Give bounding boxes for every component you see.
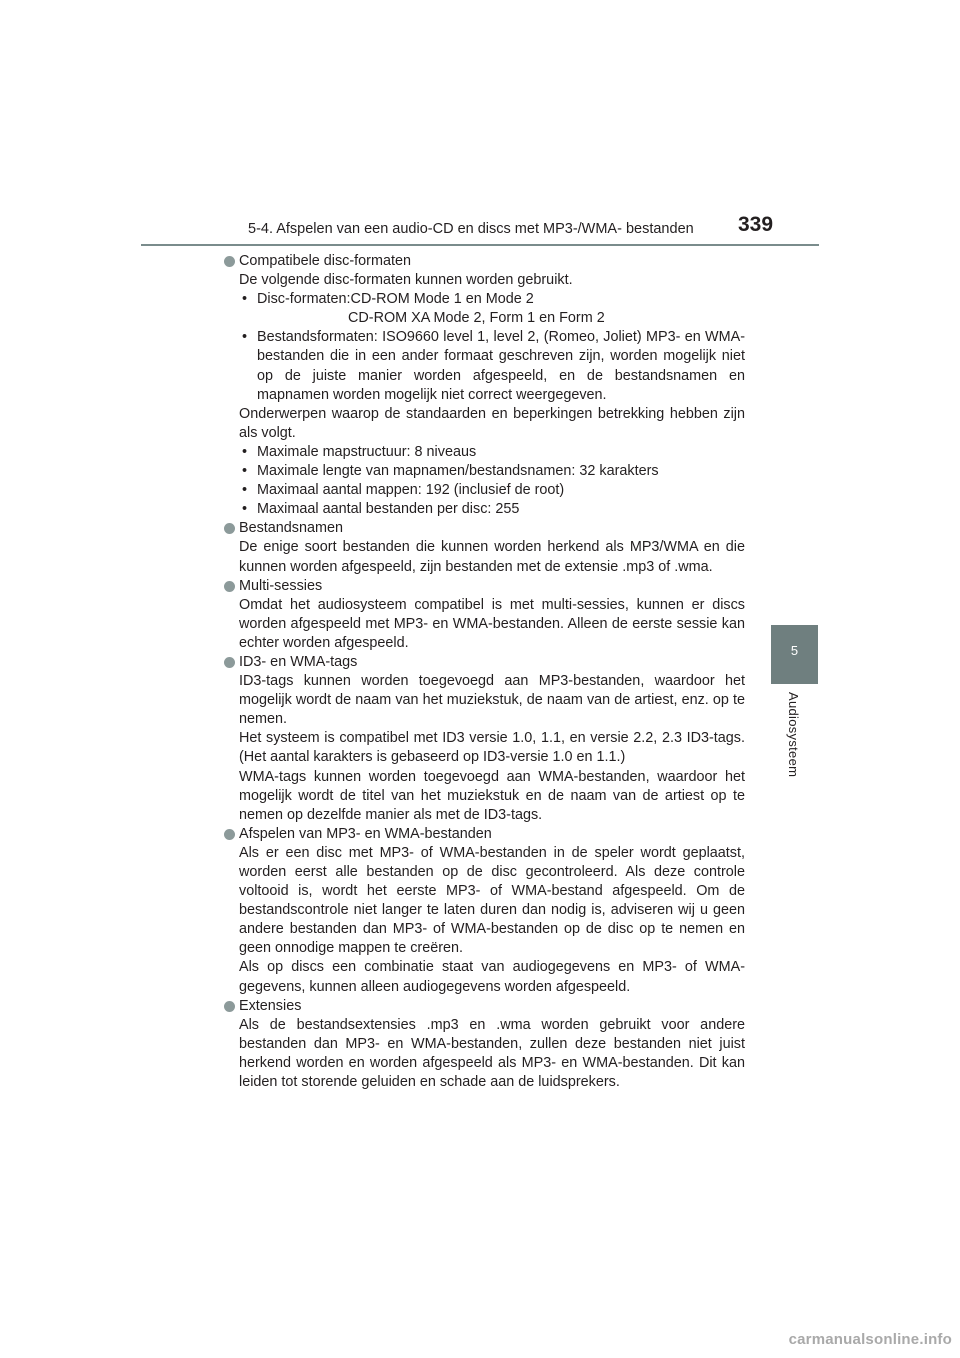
list-item-continuation: CD-ROM XA Mode 2, Form 1 en Form 2 [348, 310, 605, 327]
section-bullet-icon [224, 523, 235, 534]
paragraph: Als op discs een combinatie staat van audiogegevens en MP3- of WMA-gegevens, kunnen alleen audiogegevens worden afgespeeld. [239, 959, 745, 995]
dot-bullet-icon: • [242, 443, 248, 460]
list-item [224, 443, 745, 462]
paragraph: Als de bestandsextensies .mp3 en .wma worden gebruikt voor andere bestanden dan MP3- en WMA-bestanden, zullen deze bestanden niet juist herkend worden en worden afgespeeld als MP3- en WMA-bestanden. Dit kan leiden tot storende geluiden en schade aan de luidsprekers. [239, 1016, 745, 1091]
section-title: Compatibele disc-formaten [239, 253, 411, 269]
section-disc-formats [224, 252, 745, 519]
dot-bullet-icon: • [242, 482, 248, 499]
header-divider [141, 244, 819, 246]
section-bullet-icon [224, 1001, 235, 1012]
paragraph: Omdat het audiosysteem compatibel is met multi-sessies, kunnen er discs worden afgespeeld met MP3- en WMA-bestanden. Alleen de eerste sessie kan echter worden afgespeeld. [239, 596, 745, 651]
section-heading [224, 252, 745, 271]
section-heading [224, 519, 745, 538]
section-title: Multi-sessies [239, 577, 323, 594]
list-item-text: Maximale mapstructuur: 8 niveaus [257, 443, 477, 460]
dot-bullet-icon: • [242, 501, 248, 518]
dot-bullet-icon: • [242, 329, 248, 346]
page-content [224, 252, 745, 1092]
list-item-text: Maximale lengte van mapnamen/bestandsnamen: 32 karakters [257, 463, 659, 480]
chapter-number: 5 [790, 643, 799, 658]
section-title: Afspelen van MP3- en WMA-bestanden [239, 825, 492, 842]
section-heading [224, 577, 745, 596]
section-bullet-icon [224, 581, 235, 592]
list-item [224, 462, 745, 481]
section-title: Extensies [239, 997, 302, 1014]
section-heading [224, 825, 745, 844]
watermark: carmanualsonline.info [788, 1331, 952, 1348]
paragraph: ID3-tags kunnen worden toegevoegd aan MP3-bestanden, waardoor het mogelijk wordt de naam van het muziekstuk, de naam van de artiest, enz. op te nemen. [239, 673, 745, 728]
paragraph: Onderwerpen waarop de standaarden en beperkingen betrekking hebben zijn als volgt. [239, 405, 745, 441]
list-item-text: Maximaal aantal mappen: 192 (inclusief de root) [257, 482, 565, 499]
list-item-text: Maximaal aantal bestanden per disc: 255 [257, 501, 520, 518]
list-item-text: Bestandsformaten: ISO9660 level 1, level 2, (Romeo, Joliet) MP3- en WMA-bestanden die in een ander formaat geschreven zijn, worden mogelijk niet op de juiste manier worden afgespeeld, en de bestandsnamen en mapnamen worden mogelijk niet correct weergegeven. [257, 329, 745, 403]
section-multi-session [224, 577, 745, 653]
paragraph: De volgende disc-formaten kunnen worden gebruikt. [239, 272, 573, 289]
section-bullet-icon [224, 657, 235, 668]
section-playback [224, 825, 745, 997]
section-title: ID3- en WMA-tags [239, 653, 358, 670]
list-item-text: Disc-formaten:CD-ROM Mode 1 en Mode 2 [257, 291, 534, 308]
chapter-tab [771, 625, 818, 684]
section-heading [224, 653, 745, 672]
paragraph: Het systeem is compatibel met ID3 versie 1.0, 1.1, en versie 2.2, 2.3 ID3-tags. (Het aantal karakters is gebaseerd op ID3-versie 1.0 en 1.1.) [239, 730, 745, 766]
section-bullet-icon [224, 829, 235, 840]
dot-bullet-icon: • [242, 463, 248, 480]
list-item [224, 500, 745, 519]
paragraph: Als er een disc met MP3- of WMA-bestanden in de speler wordt geplaatst, worden eerst alle bestanden op de disc gecontroleerd. Als deze controle voltooid is, wordt het eerste MP3- of WMA-bestand afgespeeld. Om de bestandscontrole niet langer te laten duren dan nodig is, adviseren wij u geen andere bestanden dan MP3- of WMA-bestanden op de disc op te nemen en geen onnodige mappen te creëren. [239, 844, 745, 957]
section-heading [224, 997, 745, 1016]
list-item [224, 328, 745, 404]
list-item [224, 481, 745, 500]
section-file-names [224, 519, 745, 576]
paragraph: WMA-tags kunnen worden toegevoegd aan WMA-bestanden, waardoor het mogelijk wordt de titel van het muziekstuk en de naam van de artiest op te nemen op dezelfde manier als met de ID3-tags. [239, 768, 745, 823]
page-number: 339 [738, 213, 774, 236]
section-bullet-icon [224, 256, 235, 267]
running-header: 5-4. Afspelen van een audio-CD en discs met MP3-/WMA- bestanden [248, 221, 694, 237]
chapter-label: Audiosysteem [786, 692, 801, 778]
section-title: Bestandsnamen [239, 520, 344, 537]
paragraph: De enige soort bestanden die kunnen worden herkend als MP3/WMA en die kunnen worden afgespeeld, zijn bestanden met de extensie .mp3 of .wma. [239, 539, 745, 575]
list-item [224, 290, 745, 309]
section-extensions [224, 997, 745, 1092]
section-id3-wma-tags [224, 653, 745, 825]
dot-bullet-icon: • [242, 291, 248, 308]
